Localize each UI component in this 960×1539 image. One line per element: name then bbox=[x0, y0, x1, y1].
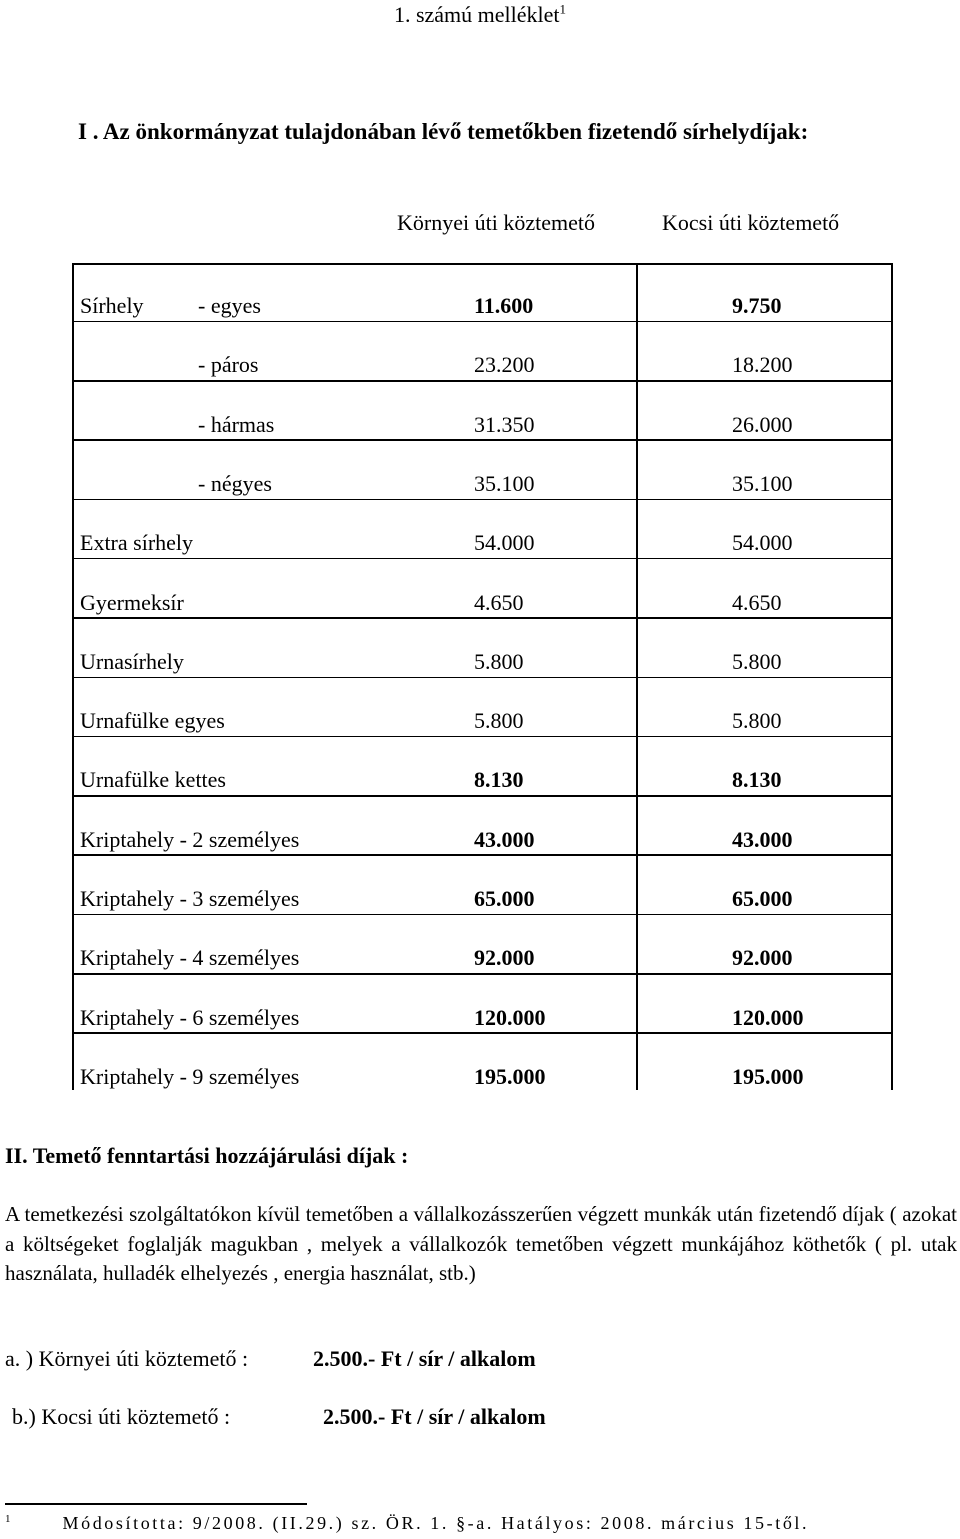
row-label: Kriptahely - 6 személyes bbox=[80, 1004, 300, 1030]
table-right-border bbox=[891, 263, 893, 1090]
fee-kocsi-cell: 43.000 bbox=[732, 826, 793, 852]
table-row bbox=[72, 263, 893, 322]
fee-kocsi-cell: 5.800 bbox=[732, 648, 782, 674]
table-row bbox=[72, 441, 893, 500]
row-label: Urnafülke kettes bbox=[80, 767, 226, 793]
table-row bbox=[72, 322, 893, 381]
column-header-kocsi: Kocsi úti köztemető bbox=[662, 210, 840, 235]
fee-kornyei-cell: 65.000 bbox=[474, 886, 535, 911]
row-label: Gyermeksír bbox=[80, 589, 184, 615]
fee-kocsi-cell: 9.750 bbox=[732, 293, 782, 318]
row-label: Kriptahely - 4 személyes bbox=[80, 945, 300, 971]
row-label: Extra sírhely bbox=[80, 530, 194, 556]
fee-kocsi-cell: 195.000 bbox=[732, 1063, 804, 1089]
fee-kocsi-cell: 5.800 bbox=[732, 708, 782, 734]
fee-kocsi-label: b.) Kocsi úti köztemető : bbox=[12, 1404, 231, 1429]
annex-title-text: 1. számú melléklet bbox=[393, 2, 560, 27]
table-row bbox=[72, 1034, 893, 1093]
row-label: Kriptahely - 3 személyes bbox=[80, 886, 300, 911]
fee-kocsi-cell: 35.100 bbox=[732, 470, 793, 496]
table-column-divider bbox=[636, 263, 638, 1090]
section2-paragraph: A temetkezési szolgáltatókon kívül temetőben a vállalkozásszerűen végzett munkák után fizetendő díjak ( azokat a költségeket foglalják magukban , melyek a vállalkozók temetőben végzett munkájához köthetők ( pl. utak használata, hulladék elhelyezés , energia használat, stb.) bbox=[5, 1202, 957, 1285]
footnote-reference[interactable]: 1 bbox=[559, 1, 567, 17]
section1-title: I . Az önkormányzat tulajdonában lévő temetőkben fizetendő sírhelydíjak: bbox=[78, 119, 809, 144]
table-row bbox=[72, 915, 893, 974]
table-row bbox=[72, 737, 893, 796]
row-label: Kriptahely - 9 személyes bbox=[80, 1063, 300, 1089]
fee-kornyei-label: a. ) Környei úti köztemető : bbox=[5, 1346, 249, 1371]
fee-kocsi-cell: 26.000 bbox=[732, 411, 793, 437]
fee-kocsi-cell: 4.650 bbox=[732, 589, 782, 615]
table-row bbox=[72, 382, 893, 441]
table-row bbox=[72, 975, 893, 1034]
fee-kornyei-cell: 11.600 bbox=[474, 293, 534, 318]
fee-kornyei-cell: 5.800 bbox=[474, 708, 524, 734]
row-sublabel: - páros bbox=[198, 352, 259, 378]
fee-kornyei-cell: 8.130 bbox=[474, 767, 524, 793]
row-label: Kriptahely - 2 személyes bbox=[80, 826, 300, 852]
fee-kornyei-cell: 35.100 bbox=[474, 470, 535, 496]
annex-title bbox=[0, 2, 960, 28]
fee-kornyei-cell: 195.000 bbox=[474, 1063, 546, 1089]
fee-table bbox=[72, 263, 893, 1090]
table-row bbox=[72, 619, 893, 678]
footnote bbox=[5, 1513, 809, 1534]
fee-kocsi-cell: 120.000 bbox=[732, 1004, 804, 1030]
footnote-separator bbox=[5, 1503, 307, 1505]
fee-kocsi-cell: 18.200 bbox=[732, 352, 793, 378]
table-row bbox=[72, 560, 893, 619]
footnote-mark: 1 bbox=[5, 1513, 11, 1525]
fee-kornyei-value: 2.500.- Ft / sír / alkalom bbox=[313, 1346, 536, 1371]
table-row bbox=[72, 797, 893, 856]
row-sublabel: - hármas bbox=[198, 411, 275, 437]
fee-kocsi-cell: 54.000 bbox=[732, 530, 793, 556]
row-sublabel: - egyes bbox=[198, 293, 261, 318]
row-label: Urnafülke egyes bbox=[80, 708, 225, 734]
fee-kornyei-cell: 31.350 bbox=[474, 411, 535, 437]
fee-kornyei-cell: 5.800 bbox=[474, 648, 524, 674]
table-row bbox=[72, 678, 893, 737]
fee-kocsi-cell: 65.000 bbox=[732, 886, 793, 911]
table-row bbox=[72, 500, 893, 559]
column-header-kornyei: Környei úti köztemető bbox=[397, 210, 595, 235]
fee-kornyei-cell: 43.000 bbox=[474, 826, 535, 852]
fee-kornyei-cell: 92.000 bbox=[474, 945, 535, 971]
table-left-border bbox=[72, 263, 74, 1090]
row-sublabel: - négyes bbox=[198, 470, 272, 496]
table-row bbox=[72, 856, 893, 915]
row-label: Urnasírhely bbox=[80, 648, 184, 674]
fee-kocsi-value: 2.500.- Ft / sír / alkalom bbox=[323, 1404, 546, 1429]
fee-kornyei-cell: 120.000 bbox=[474, 1004, 546, 1030]
fee-kornyei-cell: 54.000 bbox=[474, 530, 535, 556]
fee-kocsi-cell: 8.130 bbox=[732, 767, 782, 793]
section2-title: II. Temető fenntartási hozzájárulási díjak : bbox=[5, 1143, 409, 1168]
row-label: Sírhely bbox=[80, 293, 144, 318]
fee-kocsi-cell: 92.000 bbox=[732, 945, 793, 971]
fee-kornyei-cell: 23.200 bbox=[474, 352, 535, 378]
footnote-text: Módosította: 9/2008. (II.29.) sz. ÖR. 1. §-a. Hatályos: 2008. március 15-től. bbox=[62, 1513, 810, 1533]
fee-kornyei-cell: 4.650 bbox=[474, 589, 524, 615]
